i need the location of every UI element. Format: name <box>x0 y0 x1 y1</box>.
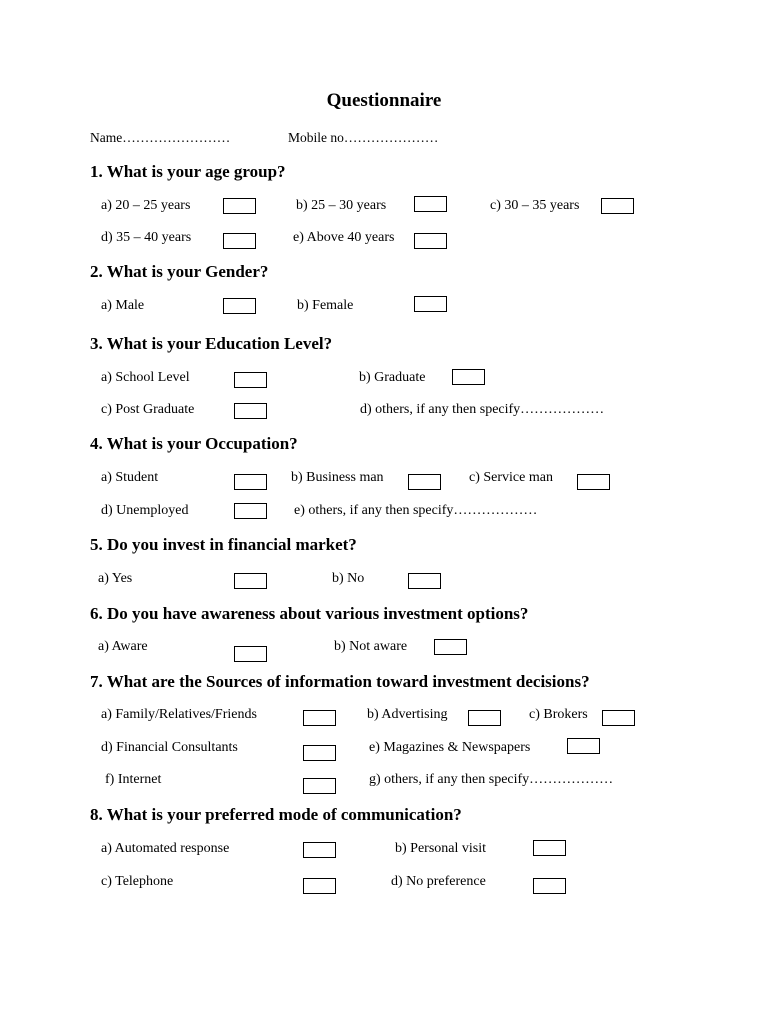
q2-option-a-label: a) Male <box>101 298 145 313</box>
q7-option-f-checkbox[interactable] <box>303 778 336 794</box>
q8-option-b-label: b) Personal visit <box>395 841 486 856</box>
q4-option-a-label: a) Student <box>101 470 159 485</box>
q8-option-a-checkbox[interactable] <box>303 842 336 858</box>
q4-option-d-label: d) Unemployed <box>101 503 189 518</box>
q6-option-a-label: a) Aware <box>98 639 148 654</box>
q7-option-b-label: b) Advertising <box>367 707 448 722</box>
q1-option-c-checkbox[interactable] <box>601 198 634 214</box>
q4-option-c-checkbox[interactable] <box>577 474 610 490</box>
question-8-title: 8. What is your preferred mode of communication? <box>90 805 462 824</box>
q3-option-b-checkbox[interactable] <box>452 369 485 385</box>
q6-option-a-checkbox[interactable] <box>234 646 267 662</box>
q6-option-b-label: b) Not aware <box>334 639 408 654</box>
q1-option-a-checkbox[interactable] <box>223 198 256 214</box>
q1-option-c-label: c) 30 – 35 years <box>490 198 580 213</box>
q3-option-a-checkbox[interactable] <box>234 372 267 388</box>
q7-option-g-label: g) others, if any then specify……………… <box>369 772 614 787</box>
q7-option-b-checkbox[interactable] <box>468 710 501 726</box>
q8-option-d-label: d) No preference <box>391 874 486 889</box>
q1-option-d-checkbox[interactable] <box>223 233 256 249</box>
q2-option-a-checkbox[interactable] <box>223 298 256 314</box>
q3-option-c-label: c) Post Graduate <box>101 402 195 417</box>
q5-option-b-checkbox[interactable] <box>408 573 441 589</box>
mobile-field[interactable]: Mobile no………………… <box>288 130 439 145</box>
q7-option-e-checkbox[interactable] <box>567 738 600 754</box>
q4-option-b-checkbox[interactable] <box>408 474 441 490</box>
q8-option-c-label: c) Telephone <box>101 874 174 889</box>
q1-option-d-label: d) 35 – 40 years <box>101 230 192 245</box>
question-5-title: 5. Do you invest in financial market? <box>90 535 357 554</box>
q3-option-b-label: b) Graduate <box>359 370 426 385</box>
q7-option-a-label: a) Family/Relatives/Friends <box>101 707 257 722</box>
q8-option-c-checkbox[interactable] <box>303 878 336 894</box>
q7-option-d-checkbox[interactable] <box>303 745 336 761</box>
q4-option-b-label: b) Business man <box>291 470 384 485</box>
q4-option-a-checkbox[interactable] <box>234 474 267 490</box>
q7-option-e-label: e) Magazines & Newspapers <box>369 740 531 755</box>
question-1-title: 1. What is your age group? <box>90 162 286 181</box>
page-title: Questionnaire <box>326 90 442 111</box>
q1-option-b-label: b) 25 – 30 years <box>296 198 387 213</box>
q1-option-e-label: e) Above 40 years <box>293 230 395 245</box>
q4-option-d-checkbox[interactable] <box>234 503 267 519</box>
q7-option-d-label: d) Financial Consultants <box>101 740 238 755</box>
q8-option-b-checkbox[interactable] <box>533 840 566 856</box>
question-7-title: 7. What are the Sources of information toward investment decisions? <box>90 672 590 691</box>
q8-option-a-label: a) Automated response <box>101 841 230 856</box>
q7-option-c-label: c) Brokers <box>529 707 588 722</box>
question-4-title: 4. What is your Occupation? <box>90 434 298 453</box>
q5-option-a-label: a) Yes <box>98 571 133 586</box>
q5-option-b-label: b) No <box>332 571 365 586</box>
q4-option-c-label: c) Service man <box>469 470 553 485</box>
q2-option-b-checkbox[interactable] <box>414 296 447 312</box>
q6-option-b-checkbox[interactable] <box>434 639 467 655</box>
q7-option-f-label: f) Internet <box>105 772 162 787</box>
question-6-title: 6. Do you have awareness about various investment options? <box>90 604 529 623</box>
q1-option-e-checkbox[interactable] <box>414 233 447 249</box>
q4-option-e-label: e) others, if any then specify……………… <box>294 503 538 518</box>
q8-option-d-checkbox[interactable] <box>533 878 566 894</box>
question-3-title: 3. What is your Education Level? <box>90 334 333 353</box>
question-2-title: 2. What is your Gender? <box>90 262 269 281</box>
q3-option-a-label: a) School Level <box>101 370 190 385</box>
q3-option-d-label: d) others, if any then specify……………… <box>360 402 605 417</box>
q1-option-b-checkbox[interactable] <box>414 196 447 212</box>
q1-option-a-label: a) 20 – 25 years <box>101 198 191 213</box>
q2-option-b-label: b) Female <box>297 298 354 313</box>
name-field[interactable]: Name…………………… <box>90 130 231 145</box>
q7-option-a-checkbox[interactable] <box>303 710 336 726</box>
q5-option-a-checkbox[interactable] <box>234 573 267 589</box>
q7-option-c-checkbox[interactable] <box>602 710 635 726</box>
q3-option-c-checkbox[interactable] <box>234 403 267 419</box>
